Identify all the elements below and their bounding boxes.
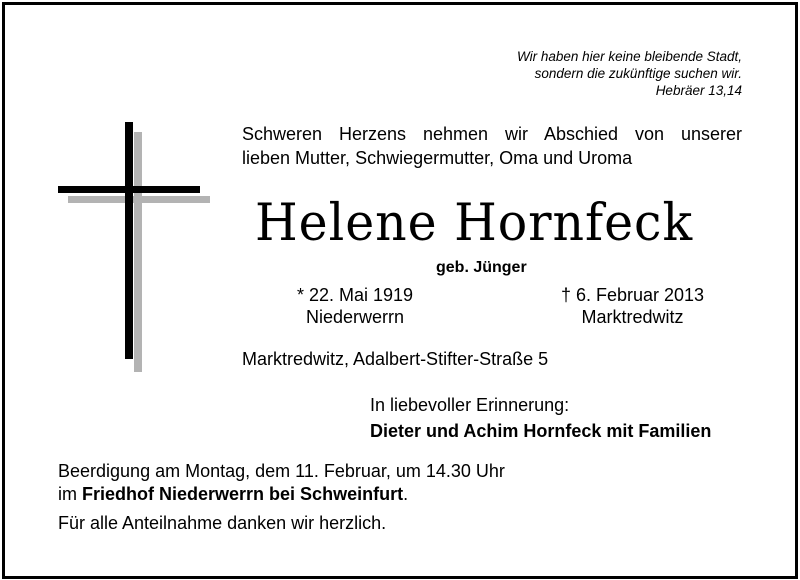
cross-icon	[58, 122, 218, 372]
birth-info	[280, 284, 430, 328]
funeral-line-1: Beerdigung am Montag, dem 11. Februar, um 14.30 Uhr	[58, 461, 505, 481]
memory-label: In liebevoller Erinnerung:	[370, 395, 570, 415]
funeral-prefix: im	[58, 484, 77, 504]
birth-date: * 22. Mai 1919	[296, 285, 414, 305]
quote-line-2: sondern die zukünftige suchen wir.	[534, 66, 742, 81]
quote-line-1: Wir haben hier keine bleibende Stadt,	[516, 49, 742, 64]
intro-line-1: Schweren Herzens nehmen wir Abschied von unserer	[242, 124, 742, 144]
cross-vertical	[125, 122, 133, 359]
funeral-location: Friedhof Niederwerrn bei Schweinfurt	[82, 484, 404, 504]
family-names: Dieter und Achim Hornfeck mit Familien	[370, 421, 712, 441]
maiden-name: geb. Jünger	[436, 259, 527, 276]
death-info	[535, 284, 730, 328]
intro-line-2: lieben Mutter, Schwiegermutter, Oma und Uroma	[242, 148, 633, 168]
intro-text	[242, 122, 742, 170]
death-place: Marktredwitz	[581, 307, 684, 327]
bible-quote	[442, 48, 742, 99]
thanks-text: Für alle Anteilnahme danken wir herzlich.	[58, 513, 387, 533]
funeral-line-2	[58, 483, 505, 506]
death-date: † 6. Februar 2013	[560, 285, 705, 305]
cross-shadow-vertical	[134, 132, 142, 372]
cross-shadow-horizontal	[68, 196, 210, 203]
address: Marktredwitz, Adalbert-Stifter-Straße 5	[242, 349, 549, 369]
cross-horizontal	[58, 186, 200, 193]
funeral-info	[58, 460, 505, 535]
deceased-name: Helene Hornfeck	[255, 194, 694, 253]
quote-reference: Hebräer 13,14	[655, 83, 742, 98]
birth-place: Niederwerrn	[305, 307, 405, 327]
funeral-suffix: .	[403, 484, 409, 504]
memory-section	[370, 392, 711, 444]
